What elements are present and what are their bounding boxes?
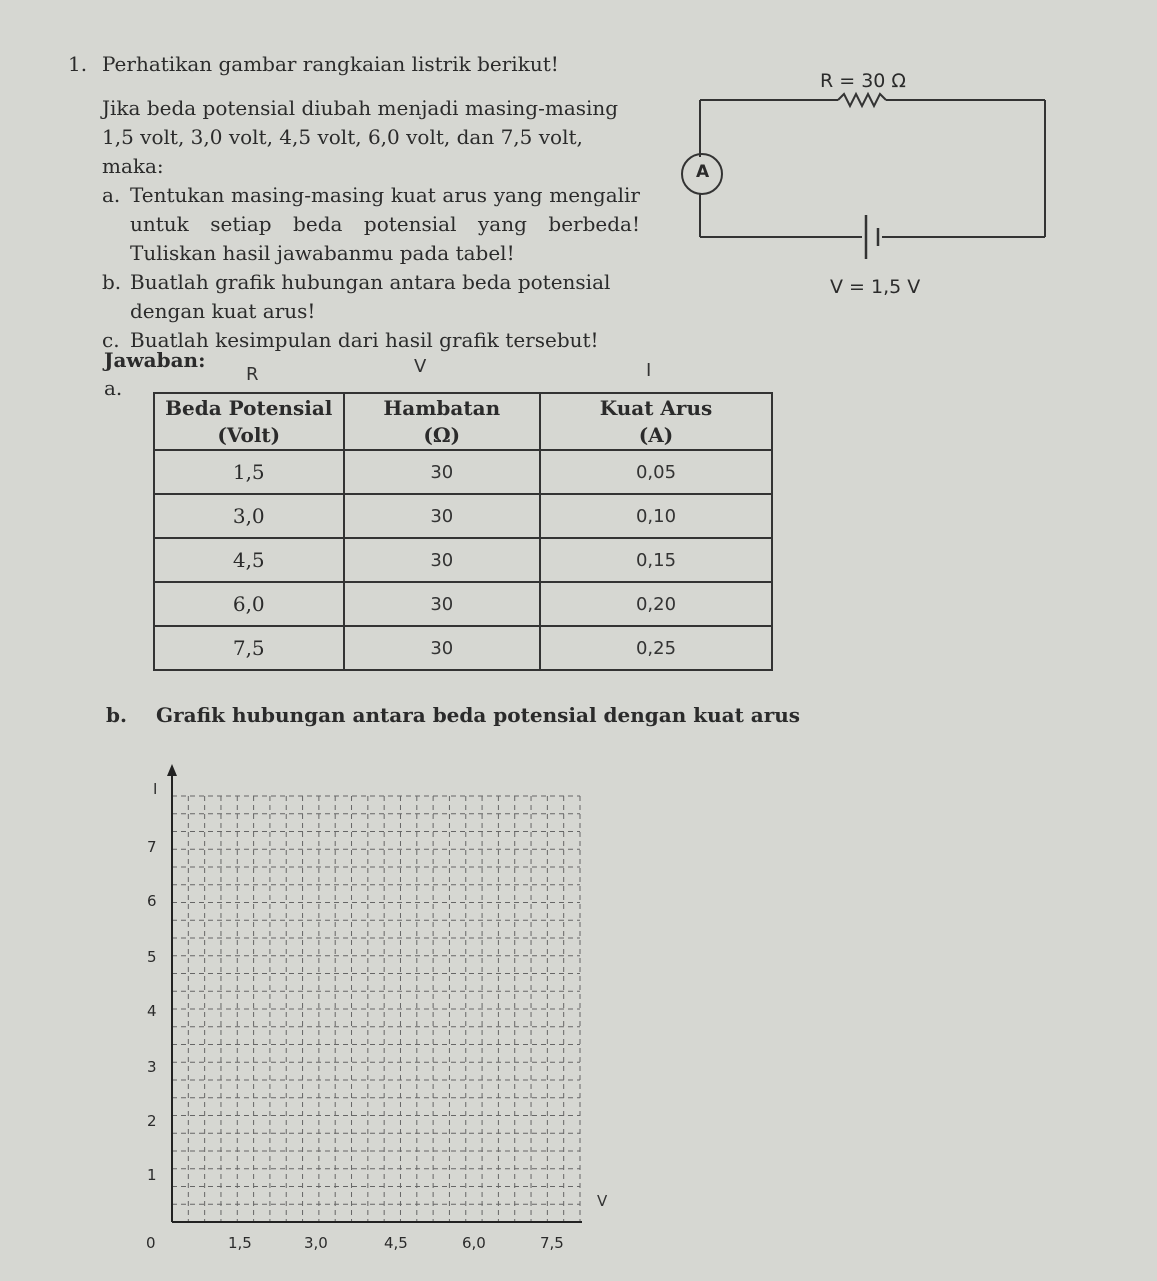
header-current: Kuat Arus (A) [540, 393, 772, 450]
note-r: R [246, 364, 259, 385]
table-row [154, 626, 772, 670]
origin-label: 0 [146, 1234, 156, 1252]
y-tick-label: 2 [147, 1112, 157, 1130]
battery-label: V = 1,5 V [830, 276, 921, 298]
question-number: 1. [68, 52, 88, 76]
task-c [102, 326, 640, 355]
cell-voltage: 3,0 [154, 494, 344, 538]
x-tick-label: 6,0 [462, 1234, 486, 1252]
task-b-label: b. [102, 270, 122, 294]
question-intro: Jika beda potensial diubah menjadi masing-masing 1,5 volt, 3,0 volt, 4,5 volt, 6,0 volt, dan 7,5 volt, maka: [102, 96, 619, 178]
question-body [102, 94, 640, 355]
task-a [102, 181, 640, 268]
cell-resistance: 30 [344, 626, 541, 670]
ammeter-label: A [696, 162, 710, 182]
task-b-text: Buatlah grafik hubungan antara beda potensial dengan kuat arus! [130, 270, 611, 323]
part-b-title: Grafik hubungan antara beda potensial dengan kuat arus [156, 703, 801, 727]
answer-heading: Jawaban: [104, 348, 206, 372]
cell-current: 0,20 [540, 582, 772, 626]
y-tick-label: 7 [147, 838, 157, 856]
table-row [154, 538, 772, 582]
part-a-label: a. [104, 376, 123, 400]
cell-current: 0,25 [540, 626, 772, 670]
table-row [154, 494, 772, 538]
cell-resistance: 30 [344, 450, 541, 494]
table-header-row [154, 393, 772, 450]
y-tick-label: 6 [147, 892, 157, 910]
task-c-label: c. [102, 328, 120, 352]
cell-resistance: 30 [344, 582, 541, 626]
x-tick-label: 1,5 [228, 1234, 252, 1252]
y-tick-label: 3 [147, 1058, 157, 1076]
task-a-text: Tentukan masing-masing kuat arus yang mengalir untuk setiap beda potensial yang berbeda! Tuliskan hasil jawabanmu pada tabel! [130, 183, 640, 265]
cell-resistance: 30 [344, 538, 541, 582]
x-tick-label: 3,0 [304, 1234, 328, 1252]
cell-current: 0,05 [540, 450, 772, 494]
resistor-label: R = 30 Ω [820, 70, 906, 92]
y-tick-label: 5 [147, 948, 157, 966]
note-v: V [414, 356, 427, 377]
graph-area [120, 760, 600, 1260]
note-i: I [646, 360, 652, 381]
part-b-label: b. [106, 703, 127, 727]
y-axis-arrow [167, 764, 177, 776]
x-tick-label: 4,5 [384, 1234, 408, 1252]
cell-voltage: 7,5 [154, 626, 344, 670]
question-title: Perhatikan gambar rangkaian listrik berikut! [102, 52, 559, 76]
task-b [102, 268, 640, 326]
cell-current: 0,15 [540, 538, 772, 582]
header-resistance: Hambatan (Ω) [344, 393, 541, 450]
cell-resistance: 30 [344, 494, 541, 538]
y-axis-label: I [153, 780, 158, 798]
cell-voltage: 1,5 [154, 450, 344, 494]
x-axis-label: V [597, 1192, 608, 1210]
table-row [154, 582, 772, 626]
x-tick-label: 7,5 [540, 1234, 564, 1252]
cell-voltage: 4,5 [154, 538, 344, 582]
task-c-text: Buatlah kesimpulan dari hasil grafik tersebut! [130, 328, 599, 352]
graph-grid [172, 796, 580, 1222]
task-a-label: a. [102, 183, 121, 207]
y-tick-label: 4 [147, 1002, 157, 1020]
cell-current: 0,10 [540, 494, 772, 538]
answer-table [153, 392, 773, 671]
y-tick-label: 1 [147, 1166, 157, 1184]
cell-voltage: 6,0 [154, 582, 344, 626]
resistor-symbol [838, 94, 886, 106]
header-voltage: Beda Potensial (Volt) [154, 393, 344, 450]
table-row [154, 450, 772, 494]
